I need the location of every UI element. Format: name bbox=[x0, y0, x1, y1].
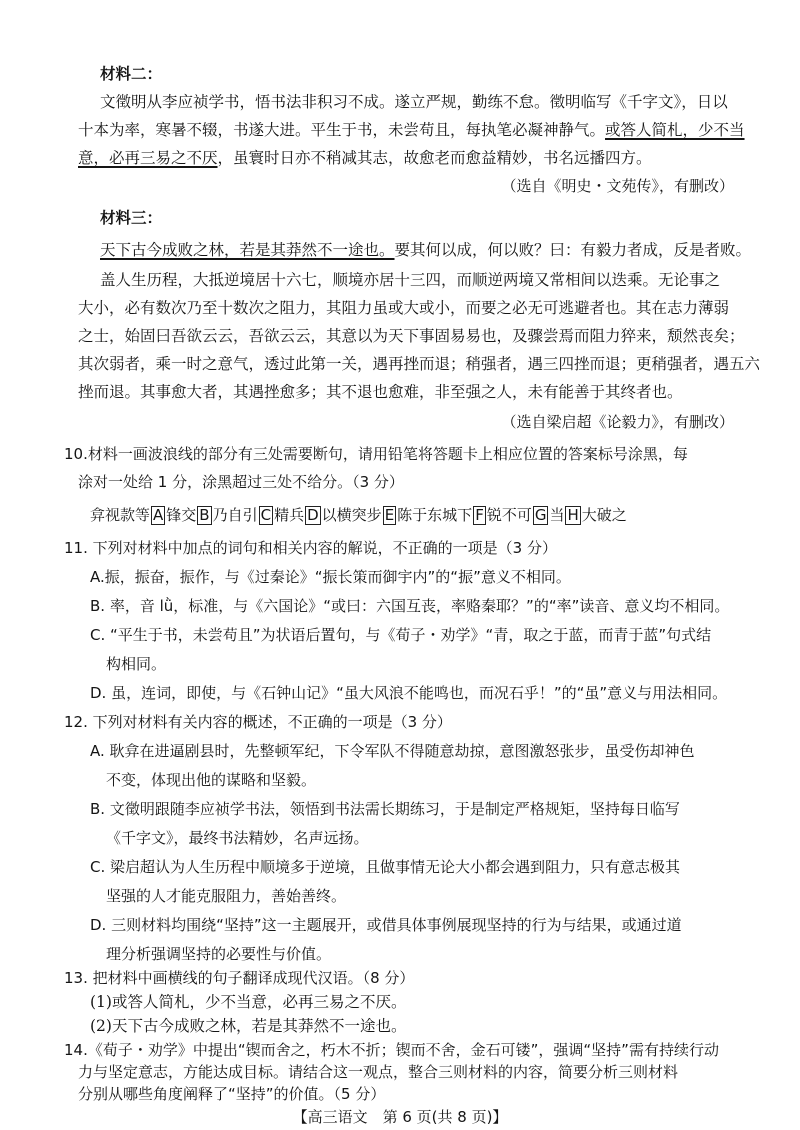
q10-box-b[interactable]: B bbox=[199, 506, 210, 524]
q13-stem: 13. 把材料中画横线的句子翻译成现代汉语。（8 分） bbox=[64, 969, 415, 987]
q12-stem: 12. 下列对材料有关内容的概述，不正确的一项是（3 分） bbox=[64, 713, 452, 731]
material3-line-5: 其次弱者，乘一时之意气，透过此第一关，遇再挫而退；稍强者，遇三四挫而退；更稍强者，遇五六 bbox=[78, 355, 761, 373]
material3-line-3: 大小，必有数次乃至十数次之阻力，其阻力虽或大或小，而要之必无可逃避者也。其在志力薄弱 bbox=[78, 299, 730, 317]
q10-box-d[interactable]: D bbox=[307, 506, 319, 524]
q11-stem: 11. 下列对材料中加点的词句和相关内容的解说，不正确的一项是（3 分） bbox=[64, 539, 557, 557]
q10-box-h[interactable]: H bbox=[567, 506, 579, 524]
q12-option-a-line-1[interactable]: A. 耿弇在进逼剧县时，先整顿军纪，下令军队不得随意劫掠，意图激怒张步，虽受伤却神色 bbox=[90, 742, 695, 760]
q11-option-b[interactable]: B. 率，音 lǜ，标准，与《六国论》“或曰：六国互丧，率赂秦耶？”的“率”读音、意义均不相同。 bbox=[90, 597, 730, 615]
q10-box-c[interactable]: C bbox=[260, 506, 272, 524]
q12-option-c-line-2[interactable]: 坚强的人才能克服阻力，善始善终。 bbox=[106, 887, 347, 905]
q12-option-b-line-2[interactable]: 《千字文》，最终书法精妙，名声远扬。 bbox=[106, 829, 369, 847]
page-footer: 【高三语文 第 6 页(共 8 页)】 bbox=[292, 1108, 508, 1126]
q10-option-strip: 弇视款等 A 锋交 B 乃自引 C 精兵 D 以横突步 E 陈于东城下 F 锐不可 G 当 H 大破之 bbox=[90, 506, 627, 524]
q14-line-2: 力与坚定意志，方能达成目标。请结合这一观点，整合三则材料的内容，简要分析三则材料 bbox=[78, 1063, 679, 1081]
material3-line-2: 盖人生历程，大抵逆境居十六七，顺境亦居十三四，而顺逆两境又常相间以迭乘。无论事之 bbox=[100, 271, 721, 289]
material3-line-4: 之士，始固曰吾欲云云，吾欲云云，其意以为天下事固易易也，及骤尝焉而阻力猝来，颓然丧矣； bbox=[78, 327, 745, 345]
material2-underlined-sentence-part2: 意，必再三易之不厌 bbox=[78, 149, 218, 167]
material3-underlined-sentence: 天下古今成败之林，若是其莽然不一途也。 bbox=[100, 241, 395, 259]
q10-stem-line-1: 10.材料一画波浪线的部分有三处需要断句，请用铅笔将答题卡上相应位置的答案标号涂黑，每 bbox=[64, 445, 688, 463]
q13-sentence-2: (2)天下古今成败之林，若是其莽然不一途也。 bbox=[90, 1017, 407, 1035]
q12-option-b-line-1[interactable]: B. 文徵明跟随李应祯学书法，领悟到书法需长期练习，于是制定严格规矩，坚持每日临写 bbox=[90, 800, 680, 818]
q10-box-e[interactable]: E bbox=[384, 506, 395, 524]
q10-stem-line-2: 涂对一处给 1 分，涂黑超过三处不给分。（3 分） bbox=[78, 473, 404, 491]
q10-box-a[interactable]: A bbox=[153, 506, 164, 524]
q12-option-d-line-2[interactable]: 理分析强调坚持的必要性与价值。 bbox=[106, 945, 332, 963]
material2-line-2: 十本为率，寒暑不辍，书遂大进。平生于书，未尝苟且，每执笔必凝神静气。或答人简札，少不当 bbox=[78, 121, 745, 139]
material2-line-3: 意，必再三易之不厌，虽寰时日亦不稍减其志，故愈老而愈益精妙，书名远播四方。 bbox=[78, 149, 652, 167]
material2-source: （选自《明史・文苑传》，有删改） bbox=[501, 177, 734, 195]
q11-option-c-line-1[interactable]: C. “平生于书，未尝苟且”为状语后置句，与《荀子・劝学》“青，取之于蓝，而青于蓝”句式结 bbox=[90, 626, 712, 644]
q12-option-c-line-1[interactable]: C. 梁启超认为人生历程中顺境多于逆境，且做事情无论大小都会遇到阻力，只有意志极其 bbox=[90, 858, 681, 876]
q11-option-a[interactable]: A.振，振奋，振作，与《过秦论》“振长策而御宇内”的“振”意义不相同。 bbox=[90, 568, 571, 586]
material3-line-6: 挫而退。其事愈大者，其遇挫愈多；其不退也愈难，非至强之人，未有能善于其终者也。 bbox=[78, 383, 683, 401]
material2-line-1: 文徵明从李应祯学书，悟书法非积习不成。遂立严规，勤练不怠。徵明临写《千字文》，日以 bbox=[100, 93, 728, 111]
material2-heading: 材料二： bbox=[100, 64, 163, 83]
q14-line-1: 14.《荀子・劝学》中提出“锲而舍之，朽木不折；锲而不舍，金石可镂”，强调“坚持”需有持续行动 bbox=[64, 1041, 719, 1059]
q12-option-a-line-2[interactable]: 不变，体现出他的谋略和坚毅。 bbox=[106, 771, 317, 789]
q10-box-f[interactable]: F bbox=[475, 506, 484, 524]
q11-option-c-line-2[interactable]: 构相同。 bbox=[106, 655, 167, 673]
q14-line-3: 分别从哪些角度阐释了“坚持”的价值。（5 分） bbox=[78, 1085, 386, 1103]
material3-heading: 材料三： bbox=[100, 208, 163, 227]
q11-option-d[interactable]: D. 虽，连词，即使，与《石钟山记》“虽大风浪不能鸣也，而况石乎！”的“虽”意义与用法相同。 bbox=[90, 684, 728, 702]
material3-line-1: 天下古今成败之林，若是其莽然不一途也。要其何以成，何以败？曰：有毅力者成，反是者败。 bbox=[100, 241, 752, 259]
material3-source: （选自梁启超《论毅力》，有删改） bbox=[501, 413, 734, 431]
q13-sentence-1: (1)或答人简札，少不当意，必再三易之不厌。 bbox=[90, 993, 407, 1011]
q12-option-d-line-1[interactable]: D. 三则材料均围绕“坚持”这一主题展开，或借具体事例展现坚持的行为与结果，或通过道 bbox=[90, 916, 682, 934]
q10-box-g[interactable]: G bbox=[534, 506, 547, 524]
material2-underlined-sentence-part1: 或答人简札，少不当 bbox=[605, 121, 745, 139]
